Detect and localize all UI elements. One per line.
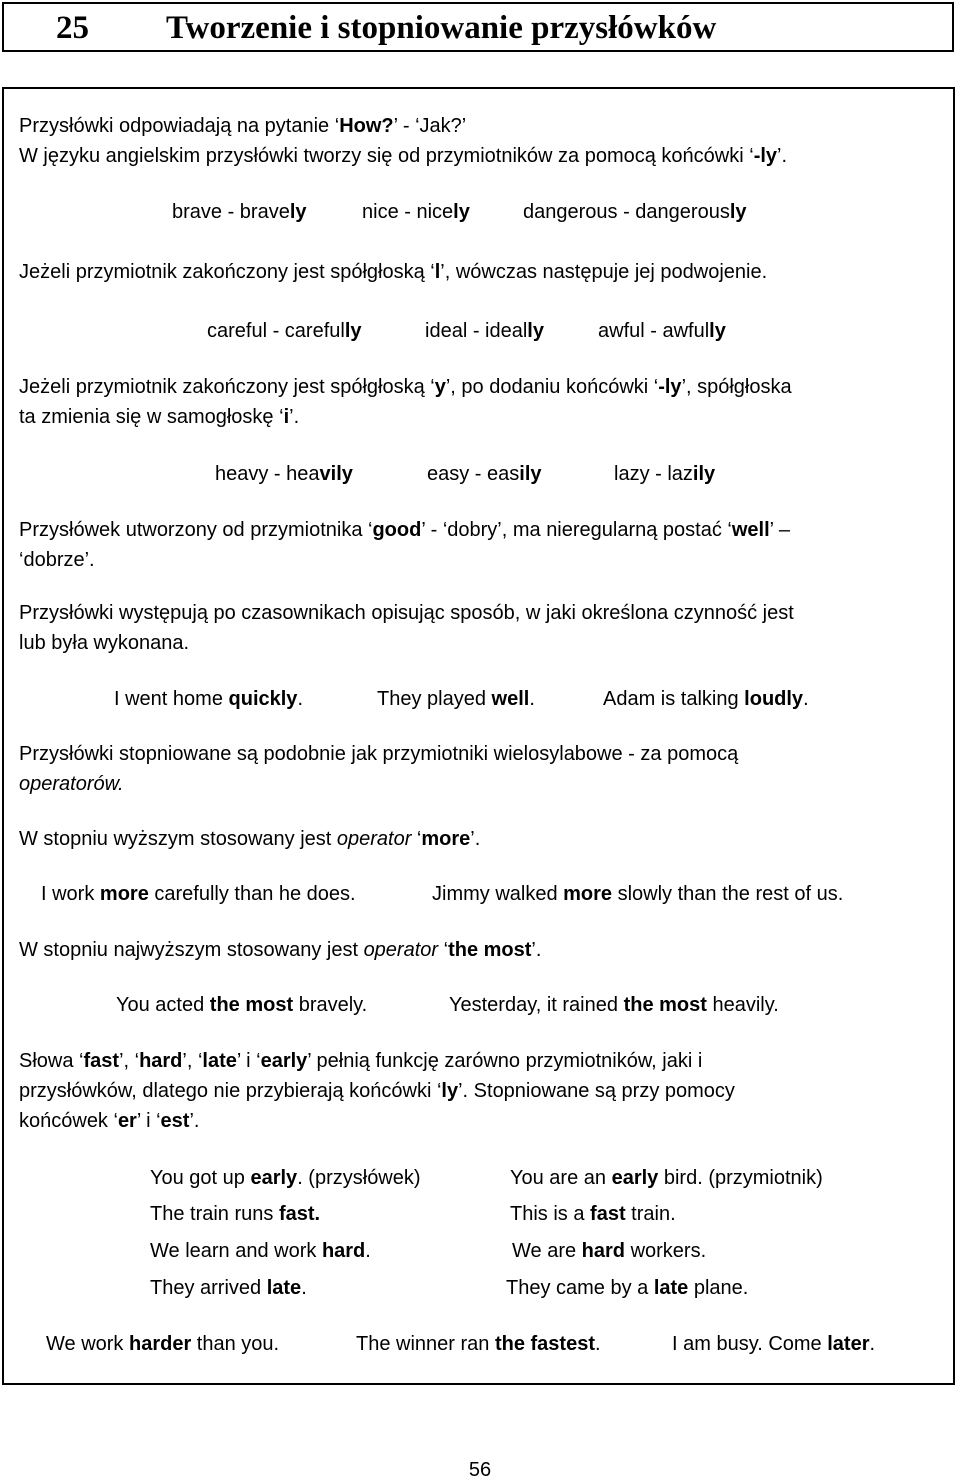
comparative-example-2: Jimmy walked more slowly than the rest of us. [432, 883, 844, 905]
rule-y-line-1: Jeżeli przymiotnik zakończony jest spółgłoską ‘y’, po dodaniu końcówki ‘-ly’, spółgłoska [19, 376, 792, 398]
adjective-example-early: You are an early bird. (przymiotnik) [510, 1167, 823, 1189]
good-well-line-2: ‘dobrze’. [19, 549, 95, 571]
rule-l-line: Jeżeli przymiotnik zakończony jest spółgłoską ‘l’, wówczas następuje jej podwojenie. [19, 261, 768, 283]
intro-line-1: Przysłówki odpowiadają na pytanie ‘How?’ - ‘Jak?’ [19, 115, 467, 137]
final-example-fastest: The winner ran the fastest. [356, 1333, 601, 1355]
adverb-example-early: You got up early. (przysłówek) [150, 1167, 421, 1189]
example-lly-3: awful - awfully [598, 320, 726, 342]
sentence-well: They played well. [377, 688, 535, 710]
adverb-example-fast: The train runs fast. [150, 1203, 321, 1225]
chapter-number: 25 [56, 10, 89, 46]
good-well-line-1: Przysłówek utworzony od przymiotnika ‘good’ - ‘dobry’, ma nieregularną postać ‘well’ – [19, 519, 791, 541]
chapter-header [2, 2, 954, 52]
superlative-example-2: Yesterday, it rained the most heavily. [449, 994, 779, 1016]
superlative-rule: W stopniu najwyższym stosowany jest operator ‘the most’. [19, 939, 542, 961]
example-lly-1: careful - carefully [207, 320, 362, 342]
example-ily-1: heavy - heavily [215, 463, 353, 485]
adjective-example-late: They came by a late plane. [506, 1277, 749, 1299]
final-example-harder: We work harder than you. [46, 1333, 280, 1355]
adverb-example-hard: We learn and work hard. [150, 1240, 371, 1262]
superlative-example-1: You acted the most bravely. [116, 994, 368, 1016]
comparative-example-1: I work more carefully than he does. [41, 883, 356, 905]
content-box [2, 87, 955, 1385]
intro-line-2: W języku angielskim przysłówki tworzy się od przymiotników za pomocą końcówki ‘-ly’. [19, 145, 788, 167]
irregular-line-1: Słowa ‘fast’, ‘hard’, ‘late’ i ‘early’ pełnią funkcję zarówno przymiotników, jaki i [19, 1050, 703, 1072]
comparison-line-2: operatorów. [19, 773, 124, 795]
example-ily-2: easy - easily [427, 463, 542, 485]
comparison-line-1: Przysłówki stopniowane są podobnie jak przymiotniki wielosylabowe - za pomocą [19, 743, 739, 765]
final-example-later: I am busy. Come later. [672, 1333, 876, 1355]
sentence-quickly: I went home quickly. [114, 688, 303, 710]
adjective-example-hard: We are hard workers. [512, 1240, 707, 1262]
comparative-rule: W stopniu wyższym stosowany jest operator ‘more’. [19, 828, 481, 850]
sentence-loudly: Adam is talking loudly. [603, 688, 809, 710]
chapter-title: Tworzenie i stopniowanie przysłówków [166, 10, 717, 46]
irregular-line-2: przysłówków, dlatego nie przybierają końcówki ‘ly’. Stopniowane są przy pomocy [19, 1080, 735, 1102]
example-ly-1: brave - bravely [172, 201, 307, 223]
example-ly-2: nice - nicely [362, 201, 470, 223]
adverb-example-late: They arrived late. [150, 1277, 307, 1299]
example-ly-3: dangerous - dangerously [523, 201, 747, 223]
example-lly-2: ideal - ideally [425, 320, 544, 342]
irregular-line-3: końcówek ‘er’ i ‘est’. [19, 1110, 200, 1132]
position-line-2: lub była wykonana. [19, 632, 190, 654]
rule-y-line-2: ta zmienia się w samogłoskę ‘i’. [19, 406, 300, 428]
example-ily-3: lazy - lazily [614, 463, 716, 485]
position-line-1: Przysłówki występują po czasownikach opisując sposób, w jaki określona czynność jest [19, 602, 794, 624]
page-number: 56 [468, 1459, 492, 1481]
adjective-example-fast: This is a fast train. [510, 1203, 676, 1225]
